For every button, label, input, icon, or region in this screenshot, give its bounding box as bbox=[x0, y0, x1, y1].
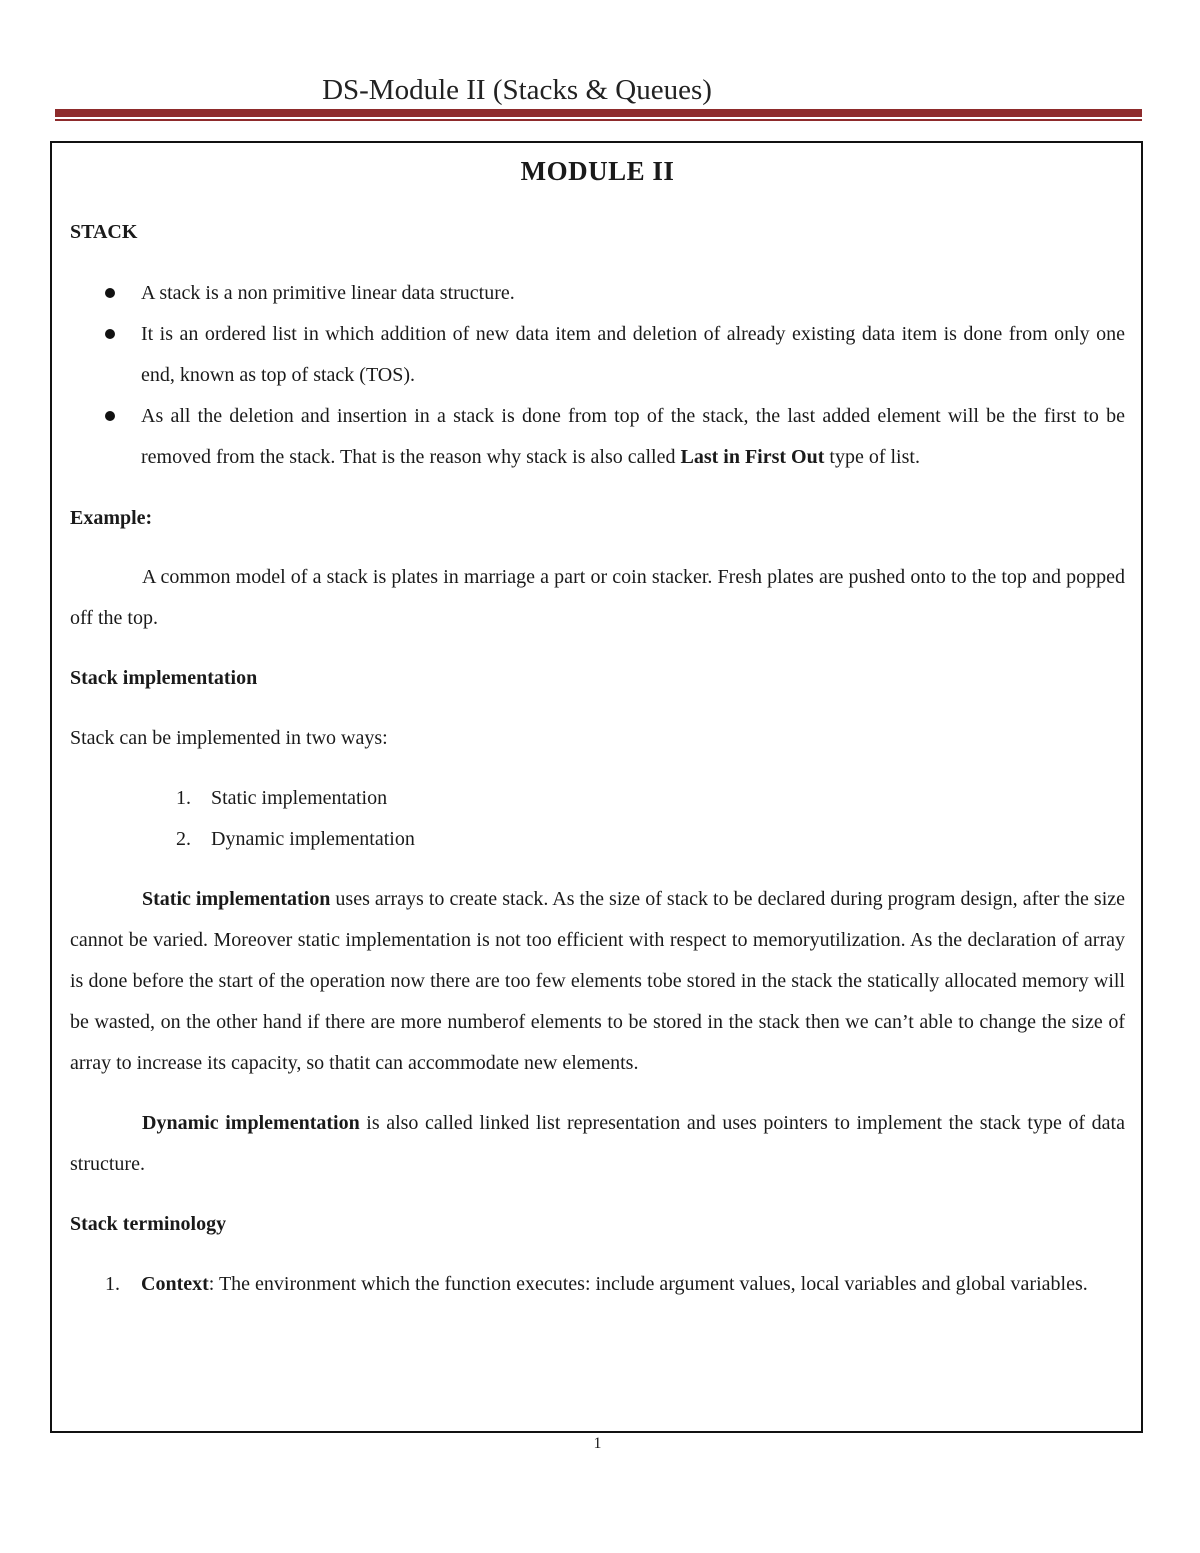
term-definition: : The environment which the function executes: include argument values, local variables and global variables. bbox=[208, 1273, 1088, 1295]
list-number: 1. bbox=[105, 1273, 120, 1295]
example-paragraph: A common model of a stack is plates in marriage a part or coin stacker. Fresh plates are pushed onto to the top and popped off the top. bbox=[70, 566, 1125, 629]
static-implementation-paragraph bbox=[70, 879, 1125, 1084]
implementation-heading: Stack implementation bbox=[70, 667, 258, 689]
list-number: 1. bbox=[176, 787, 191, 809]
way-label: Static implementation bbox=[211, 787, 388, 809]
bullet-icon bbox=[105, 288, 115, 298]
running-header-title: DS-Module II (Stacks & Queues) bbox=[322, 74, 712, 106]
way-label: Dynamic implementation bbox=[211, 828, 415, 850]
list-item bbox=[70, 314, 1125, 396]
list-number: 2. bbox=[176, 828, 191, 850]
list-item bbox=[70, 396, 1125, 478]
term-name: Context bbox=[141, 1273, 209, 1295]
dynamic-implementation-paragraph bbox=[70, 1103, 1125, 1185]
dynamic-text: is also called linked list representation and uses pointers to implement the stack type of data structure. bbox=[70, 1112, 1125, 1175]
example-heading: Example: bbox=[70, 507, 153, 529]
stack-heading: STACK bbox=[70, 221, 138, 243]
terminology-list bbox=[70, 1264, 1125, 1305]
bullet-text-after: type of list. bbox=[824, 446, 920, 468]
lifo-term: Last in First Out bbox=[680, 446, 825, 468]
implementation-intro: Stack can be implemented in two ways: bbox=[70, 727, 388, 749]
bullet-text: A stack is a non primitive linear data structure. bbox=[141, 282, 515, 304]
terminology-heading: Stack terminology bbox=[70, 1213, 227, 1235]
dynamic-term: Dynamic implementation bbox=[142, 1112, 360, 1134]
page-number: 1 bbox=[593, 1435, 602, 1452]
header-rule-thin bbox=[55, 119, 1142, 121]
bullet-icon bbox=[105, 411, 115, 421]
module-title: MODULE II bbox=[520, 156, 675, 186]
stack-bullet-list bbox=[70, 273, 1125, 478]
list-item bbox=[70, 273, 1125, 314]
static-term: Static implementation bbox=[142, 888, 331, 910]
list-item bbox=[70, 778, 1125, 819]
list-item bbox=[70, 819, 1125, 860]
bullet-text-before: As all the deletion and insertion in a stack is done from top of the stack, the last added element will be the first to be removed from the stack. That is the reason why stack is also called bbox=[141, 405, 1125, 468]
header-rule bbox=[55, 109, 1142, 117]
bullet-text: It is an ordered list in which addition of new data item and deletion of already existing data item is done from only one end, known as top of stack (TOS). bbox=[141, 323, 1125, 386]
page-border-frame bbox=[50, 141, 1143, 1433]
list-item bbox=[70, 1264, 1125, 1305]
bullet-icon bbox=[105, 329, 115, 339]
implementation-ways-list bbox=[70, 778, 1125, 860]
page-content bbox=[70, 143, 1125, 1305]
static-text: uses arrays to create stack. As the size of stack to be declared during program design, after the size cannot be varied. Moreover static implementation is not too efficient with respect to memoryutilization. As the declaration of array is done before the start of the operation now there are too few elements tobe stored in the stack the statically allocated memory will be wasted, on the other hand if there are more numberof elements to be stored in the stack then we can’t able to change the size of array to increase its capacity, so thatit can accommodate new elements. bbox=[70, 888, 1125, 1074]
